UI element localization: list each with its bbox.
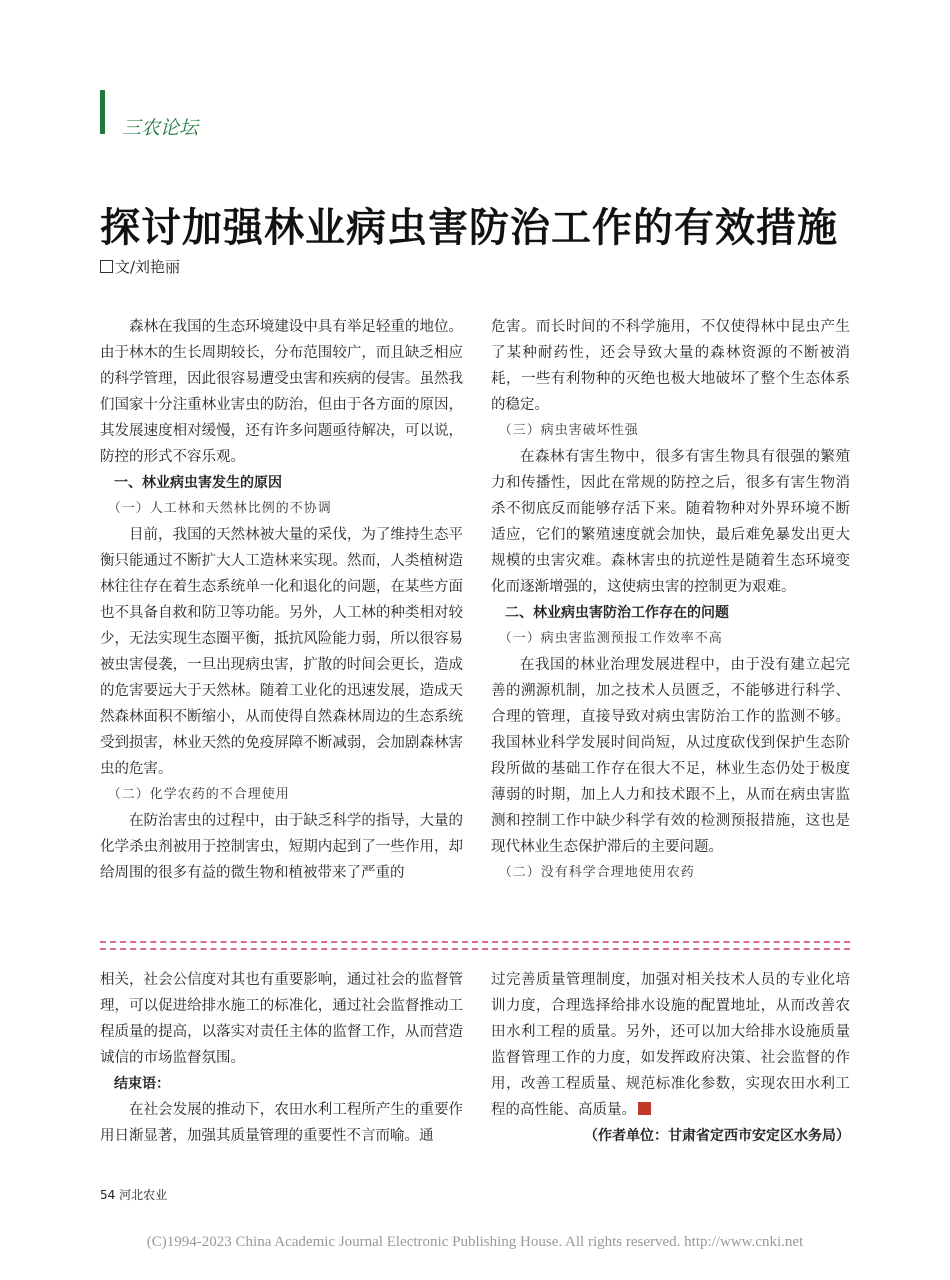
paragraph [491,967,850,1123]
subheading: （二）化学农药的不合理使用 [107,787,290,802]
author-name: 文/刘艳丽 [115,258,181,276]
paragraph: 相关，社会公信度对其也有重要影响，通过社会的监督管理，可以促进给排水施工的标准化，通过社会监督推动工程质量的提高，以落实对责任主体的监督工作，从而营造诚信的市场监督氛围。 [100,972,463,1066]
column-2 [491,314,850,886]
paragraph-text: 过完善质量管理制度，加强对相关技术人员的专业化培训力度，合理选择给排水设施的配置地址，从而改善农田水利工程的质量。另外，还可以加大给排水设施质量监督管理工作的力度，如发挥政府决策、社会监督的作用，改善工程质量、规范标准化参数，实现农田水利工程的高性能、高质量。 [491,972,850,1118]
column-3 [100,967,463,1149]
paragraph: 在社会发展的推动下，农田水利工程所产生的重要作用日渐显著，加强其质量管理的重要性不言而喻。通 [100,1102,463,1144]
section-bar [100,90,105,134]
article-title: 探讨加强林业病虫害防治工作的有效措施 [100,205,838,251]
paragraph: 目前，我国的天然林被大量的采伐，为了维持生态平衡只能通过不断扩大人工造林来实现。然而，人类植树造林往往存在着生态系统单一化和退化的问题，在某些方面也不具备自救和防卫等功能。另外，人工林的种类相对较少，无法实现生态圈平衡，抵抗风险能力弱，所以很容易被虫害侵袭，一旦出现病虫害，扩散的时间会更长，造成的危害要远大于天然林。随着工业化的迅速发展，造成天然森林面积不断缩小，从而使得自然森林周边的生态系统受到损害，林业天然的免疫屏障不断减弱，会加剧森林害虫的危害。 [100,527,463,777]
journal-name: 河北农业 [119,1188,168,1202]
heading-2: 二、林业病虫害防治工作存在的问题 [505,605,729,621]
paragraph: 在我国的林业治理发展进程中，由于没有建立起完善的溯源机制，加之技术人员匮乏，不能够进行科学、合理的管理，直接导致对病虫害防治工作的监测不够。我国林业科学发展时间尚短，从过度砍伐到保护生态阶段所做的基础工作存在很大不足，林业生态仍处于极度薄弱的时期，加上人力和技术跟不上，从而在病虫害监测和控制工作中缺少科学有效的检测预报措施，这也是现代林业生态保护滞后的主要问题。 [491,657,850,855]
article-divider [100,941,850,950]
end-mark-icon [638,1102,651,1115]
page-number: 54 [100,1188,116,1202]
paragraph: 在森林有害生物中，很多有害生物具有很强的繁殖力和传播性，因此在常规的防控之后，很多有害生物消杀不彻底反而能够存活下来。随着物种对外界环境不断适应，它们的繁殖速度就会加快，最后难免暴发出更大规模的虫害灾难。森林害虫的抗逆性是随着生态环境变化而逐渐增强的，这使病虫害的控制更为艰难。 [491,449,850,595]
subheading: （三）病虫害破坏性强 [498,423,639,438]
heading-1: 一、林业病虫害发生的原因 [114,475,282,491]
subheading: （一）病虫害监测预报工作效率不高 [498,631,723,646]
author-box-icon [100,260,113,273]
subheading: （一）人工林和天然林比例的不协调 [107,501,332,516]
page-footer [100,1186,167,1203]
author-line [100,256,180,277]
author-unit: （作者单位：甘肃省定西市安定区水务局） [584,1128,850,1144]
paragraph: 危害。而长时间的不科学施用，不仅使得林中昆虫产生了某种耐药性，还会导致大量的森林资源的不断被消耗，一些有利物种的灭绝也极大地破坏了整个生态体系的稳定。 [491,319,850,413]
column-1 [100,314,463,886]
paragraph: 森林在我国的生态环境建设中具有举足轻重的地位。由于林木的生长周期较长，分布范围较广，而且缺乏相应的科学管理，因此很容易遭受虫害和疾病的侵害。虽然我们国家十分注重林业害虫的防治，但由于各方面的原因，其发展速度相对缓慢，还有许多问题亟待解决，可以说，防控的形式不容乐观。 [100,319,463,465]
conclusion-heading: 结束语： [114,1076,170,1092]
copyright-notice: (C)1994-2023 China Academic Journal Electronic Publishing House. All rights reserved. http://www.cnki.net [146,1234,804,1250]
paragraph: 在防治害虫的过程中，由于缺乏科学的指导，大量的化学杀虫剂被用于控制害虫，短期内起到了一些作用，却给周围的很多有益的微生物和植被带来了严重的 [100,813,463,881]
subheading: （二）没有科学合理地使用农药 [498,865,695,880]
column-4 [491,967,850,1149]
section-title: 三农论坛 [122,117,199,139]
